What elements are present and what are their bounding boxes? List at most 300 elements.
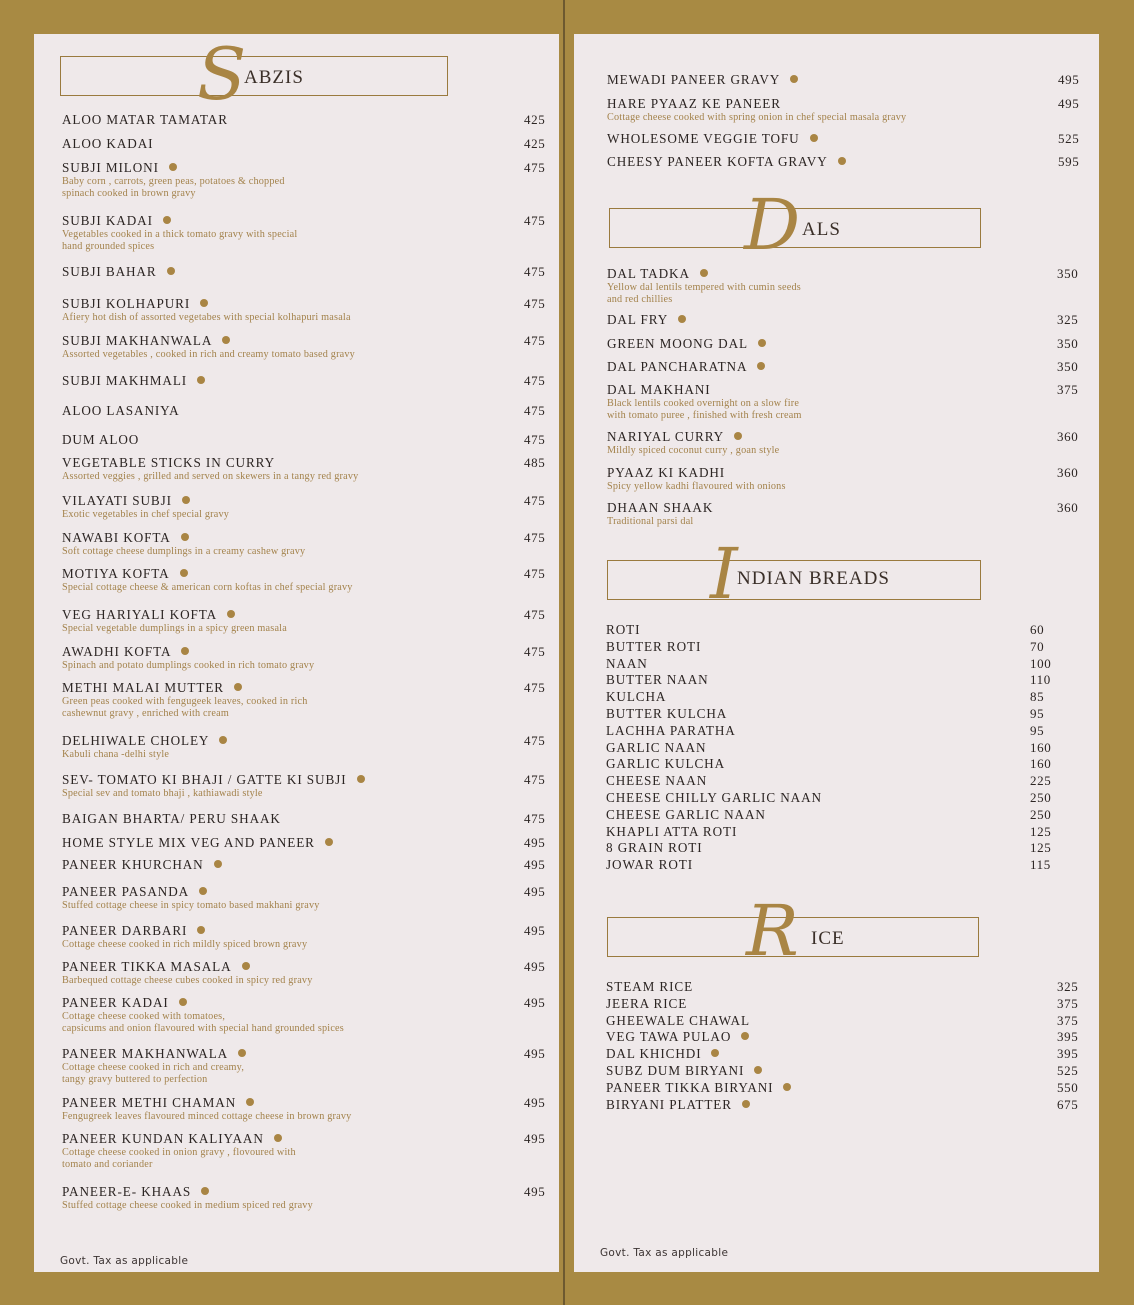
veg-dot-icon: [700, 269, 708, 277]
item-price: 475: [524, 213, 546, 228]
item-price: 475: [524, 644, 546, 659]
item-name: [62, 857, 222, 873]
item-name-text: SUBJI BAHAR: [62, 264, 157, 279]
item-name-text: GREEN MOONG DAL: [607, 336, 748, 351]
item-price: 475: [524, 733, 546, 748]
item-name-text: METHI MALAI MUTTER: [62, 680, 224, 695]
item-name: [62, 530, 305, 546]
item-price: 425: [524, 112, 546, 127]
item-name-text: SUBJI MAKHANWALA: [62, 333, 213, 348]
veg-dot-icon: [357, 775, 365, 783]
item-price: 475: [524, 607, 546, 622]
veg-dot-icon: [274, 1134, 282, 1142]
item-name: [62, 959, 313, 975]
menu-item: [607, 382, 802, 422]
item-name: [607, 312, 686, 328]
item-name-text: CHEESY PANEER KOFTA GRAVY: [607, 154, 828, 169]
item-name: [62, 333, 355, 349]
item-name-text: DUM ALOO: [62, 432, 140, 447]
menu-item: [607, 312, 686, 328]
item-price: 425: [524, 136, 546, 151]
menu-item: [607, 154, 846, 170]
item-name-text: HOME STYLE MIX VEG AND PANEER: [62, 835, 315, 850]
item-price: 375: [1057, 1012, 1079, 1028]
item-name: [62, 1131, 296, 1147]
veg-dot-icon: [711, 1049, 719, 1057]
veg-dot-icon: [179, 998, 187, 1006]
menu-item: [62, 373, 205, 389]
menu-item: [607, 72, 798, 88]
item-price: 475: [524, 264, 546, 279]
rice-header-initial: R: [746, 890, 797, 972]
item-name: [62, 1095, 351, 1111]
menu-item: [606, 807, 766, 823]
veg-dot-icon: [741, 1032, 749, 1040]
item-description: Cottage cheese cooked with spring onion in chef special masala gravy: [607, 112, 907, 123]
item-price: 475: [524, 160, 546, 175]
menu-item: [607, 266, 801, 306]
item-price: 495: [524, 835, 546, 850]
item-price: 350: [1057, 336, 1079, 351]
item-price: 475: [524, 296, 546, 311]
menu-item: [606, 723, 736, 739]
item-name-text: KULCHA: [606, 689, 667, 705]
item-price: 475: [524, 530, 546, 545]
item-price: 350: [1057, 266, 1079, 281]
menu-item: [606, 857, 693, 873]
menu-item: [62, 1131, 296, 1171]
item-price: 495: [524, 1046, 546, 1061]
veg-dot-icon: [758, 339, 766, 347]
item-name-text: SEV- TOMATO KI BHAJI / GATTE KI SUBJI: [62, 772, 347, 787]
item-description: Special cottage cheese & american corn koftas in chef special gravy: [62, 582, 353, 593]
item-name-text: VEGETABLE STICKS IN CURRY: [62, 455, 276, 470]
item-description: Fengugreek leaves flavoured minced cottage cheese in brown gravy: [62, 1111, 352, 1122]
menu-item: [606, 1097, 750, 1113]
item-name-text: PANEER MAKHANWALA: [62, 1046, 229, 1061]
item-name-text: HARE PYAAZ KE PANEER: [607, 96, 781, 111]
veg-dot-icon: [227, 610, 235, 618]
item-name: [607, 500, 713, 516]
item-name: [62, 923, 307, 939]
veg-dot-icon: [200, 299, 208, 307]
menu-item: [606, 706, 727, 722]
veg-dot-icon: [201, 1187, 209, 1195]
veg-dot-icon: [238, 1049, 246, 1057]
item-name-text: CHEESE GARLIC NAAN: [606, 806, 766, 822]
veg-dot-icon: [783, 1083, 791, 1091]
item-name-text: GHEEWALE CHAWAL: [606, 1012, 750, 1028]
item-name: [607, 131, 818, 147]
item-name-text: ALOO KADAI: [62, 136, 154, 151]
item-name-text: DAL PANCHARATNA: [607, 359, 748, 374]
item-price: 100: [1030, 655, 1052, 671]
item-price: 495: [524, 923, 546, 938]
item-price: 375: [1057, 382, 1079, 397]
item-price: 495: [524, 959, 546, 974]
item-name-text: STEAM RICE: [606, 979, 694, 994]
menu-item: [62, 884, 320, 912]
item-price: 550: [1057, 1079, 1079, 1095]
item-price: 160: [1030, 739, 1052, 755]
item-name-text: BUTTER NAAN: [606, 672, 709, 688]
menu-item: [606, 740, 706, 756]
item-name-text: PANEER DARBARI: [62, 923, 188, 938]
veg-dot-icon: [214, 860, 222, 868]
item-name: [62, 1046, 246, 1062]
item-name-text: BIRYANI PLATTER: [606, 1096, 732, 1112]
menu-item: [62, 1046, 246, 1086]
item-name-text: PANEER TIKKA BIRYANI: [606, 1079, 774, 1095]
dals-header-title: ALS: [802, 219, 841, 240]
menu-item: [607, 131, 818, 147]
item-name: [607, 465, 786, 481]
item-price: 115: [1030, 857, 1051, 873]
item-name-text: PYAAZ KI KADHI: [607, 465, 726, 480]
item-name: [607, 359, 765, 375]
menu-item: [62, 1184, 313, 1212]
item-name-text: 8 GRAIN ROTI: [606, 840, 703, 856]
item-price: 375: [1057, 995, 1079, 1011]
item-name: [62, 680, 308, 696]
menu-item: [606, 790, 822, 806]
item-price: 475: [524, 680, 546, 695]
item-name-text: PANEER TIKKA MASALA: [62, 959, 232, 974]
menu-item: [62, 455, 358, 483]
menu-item: [606, 639, 701, 655]
menu-item: [607, 359, 765, 375]
menu-item: [606, 1013, 750, 1029]
item-description: Special sev and tomato bhaji , kathiawadi style: [62, 788, 263, 799]
item-name-text: CHEESE CHILLY GARLIC NAAN: [606, 790, 822, 805]
item-name: [62, 607, 287, 623]
item-name-text: LACHHA PARATHA: [606, 722, 736, 738]
item-name-text: DAL TADKA: [607, 266, 690, 281]
item-price: 675: [1057, 1096, 1079, 1112]
veg-dot-icon: [197, 926, 205, 934]
item-name-text: SUBZ DUM BIRYANI: [606, 1063, 745, 1078]
menu-item: [62, 530, 305, 558]
item-price: 395: [1057, 1029, 1079, 1045]
veg-dot-icon: [167, 267, 175, 275]
menu-item: [606, 622, 640, 638]
item-price: 110: [1030, 672, 1051, 688]
item-description: Stuffed cottage cheese in spicy tomato based makhani gravy: [62, 900, 320, 911]
tax-note: Govt. Tax as applicable: [600, 1247, 729, 1259]
item-description: Spinach and potato dumplings cooked in rich tomato gravy: [62, 660, 315, 671]
breads-header-initial: I: [710, 533, 736, 615]
breads-header-title: NDIAN BREADS: [737, 568, 890, 589]
item-description: Cottage cheese cooked in onion gravy , flovoured with tomato and coriander: [62, 1147, 296, 1170]
menu-item: [62, 995, 344, 1035]
item-price: 250: [1030, 790, 1052, 805]
item-name: [62, 264, 175, 280]
menu-page-left: [34, 34, 559, 1272]
item-price: 70: [1030, 638, 1045, 654]
item-name: [62, 772, 365, 788]
veg-dot-icon: [197, 376, 205, 384]
item-description: Assorted vegetables , cooked in rich and creamy tomato based gravy: [62, 349, 355, 360]
item-name-text: PANEER PASANDA: [62, 884, 190, 899]
menu-item: [607, 96, 906, 124]
veg-dot-icon: [163, 216, 171, 224]
veg-dot-icon: [246, 1098, 254, 1106]
item-name: [62, 811, 281, 827]
item-name-text: PANEER-E- KHAAS: [62, 1184, 192, 1199]
item-name: [62, 1184, 313, 1200]
item-name: [62, 136, 153, 152]
item-price: 475: [524, 772, 546, 787]
item-description: Special vegetable dumplings in a spicy green masala: [62, 623, 287, 634]
item-name-text: VEG TAWA PULAO: [606, 1029, 732, 1045]
item-description: Soft cottage cheese dumplings in a creamy cashew gravy: [62, 546, 306, 557]
menu-page-right: [574, 34, 1099, 1272]
item-name: [62, 644, 314, 660]
item-description: Cottage cheese cooked in rich mildly spiced brown gravy: [62, 939, 308, 950]
item-price: 495: [524, 995, 546, 1010]
menu-item: [606, 756, 725, 772]
veg-dot-icon: [199, 887, 207, 895]
item-price: 495: [524, 884, 546, 899]
item-description: Yellow dal lentils tempered with cumin seeds and red chillies: [607, 282, 801, 305]
item-name: [607, 72, 798, 88]
item-name-text: SUBJI MAKHMALI: [62, 373, 188, 388]
veg-dot-icon: [181, 533, 189, 541]
veg-dot-icon: [838, 157, 846, 165]
menu-item: [62, 213, 297, 253]
item-name-text: NAAN: [606, 655, 648, 671]
item-description: Barbequed cottage cheese cubes cooked in spicy red gravy: [62, 975, 313, 986]
veg-dot-icon: [169, 163, 177, 171]
menu-item: [62, 733, 227, 761]
item-description: Assorted veggies , grilled and served on skewers in a tangy red gravy: [62, 471, 359, 482]
menu-item: [62, 607, 287, 635]
item-name: [62, 835, 333, 851]
item-name-text: DAL FRY: [607, 312, 669, 327]
menu-item: [62, 680, 308, 720]
item-name: [62, 373, 205, 389]
item-price: 475: [524, 493, 546, 508]
item-description: Afiery hot dish of assorted vegetabes with special kolhapuri masala: [62, 312, 351, 323]
menu-item: [62, 772, 365, 800]
item-price: 495: [1058, 72, 1080, 87]
item-name-text: CHEESE NAAN: [606, 773, 708, 789]
item-name-text: ALOO MATAR TAMATAR: [62, 112, 228, 127]
item-name-text: NAWABI KOFTA: [62, 530, 171, 545]
item-name-text: VILAYATI SUBJI: [62, 493, 172, 508]
menu-item: [62, 333, 355, 361]
item-name-text: SUBJI KOLHAPURI: [62, 296, 191, 311]
item-name-text: DAL MAKHANI: [607, 382, 711, 397]
item-price: 85: [1030, 689, 1045, 705]
menu-item: [62, 811, 281, 827]
veg-dot-icon: [742, 1100, 750, 1108]
item-description: Vegetables cooked in a thick tomato gravy with special hand grounded spices: [62, 229, 298, 252]
item-price: 495: [524, 1131, 546, 1146]
item-price: 475: [524, 811, 546, 826]
veg-dot-icon: [325, 838, 333, 846]
item-price: 475: [524, 432, 546, 447]
item-name-text: DELHIWALE CHOLEY: [62, 733, 210, 748]
tax-note: Govt. Tax as applicable: [60, 1255, 189, 1267]
menu-item: [606, 979, 693, 995]
item-name: [62, 493, 229, 509]
item-name: [62, 112, 228, 128]
veg-dot-icon: [182, 496, 190, 504]
item-name-text: MOTIYA KOFTA: [62, 566, 170, 581]
item-price: 475: [524, 373, 546, 388]
item-name: [607, 96, 906, 112]
item-name-text: VEG HARIYALI KOFTA: [62, 607, 218, 622]
menu-item: [62, 264, 175, 280]
item-description: Mildly spiced coconut curry , goan style: [607, 445, 780, 456]
item-name-text: ROTI: [606, 622, 641, 637]
item-name: [607, 266, 801, 282]
item-name: [62, 455, 358, 471]
menu-item: [62, 959, 313, 987]
sabzis-header-initial: S: [197, 32, 245, 116]
menu-item: [606, 656, 648, 672]
menu-item: [62, 136, 153, 152]
item-name-text: SUBJI MILONI: [62, 160, 159, 175]
item-description: Exotic vegetables in chef special gravy: [62, 509, 230, 520]
menu-item: [62, 112, 228, 128]
item-description: Spicy yellow kadhi flavoured with onions: [607, 481, 786, 492]
item-price: 360: [1057, 465, 1079, 480]
item-name-text: GARLIC NAAN: [606, 739, 707, 755]
item-price: 95: [1030, 706, 1045, 721]
item-name: [607, 154, 846, 170]
menu-item: [606, 1029, 749, 1045]
menu-item: [607, 465, 786, 493]
menu-item: [607, 429, 779, 457]
item-description: Traditional parsi dal: [607, 516, 694, 527]
item-name: [62, 296, 351, 312]
item-price: 475: [524, 403, 546, 418]
item-name-text: PANEER METHI CHAMAN: [62, 1095, 237, 1110]
item-price: 525: [1058, 131, 1080, 146]
menu-item: [606, 1080, 791, 1096]
item-name-text: DAL KHICHDI: [606, 1046, 702, 1062]
veg-dot-icon: [181, 647, 189, 655]
item-price: 395: [1057, 1046, 1079, 1062]
menu-item: [62, 835, 333, 851]
menu-item: [606, 1063, 762, 1079]
item-price: 495: [524, 1095, 546, 1110]
menu-item: [62, 493, 229, 521]
item-name-text: JOWAR ROTI: [606, 857, 694, 873]
veg-dot-icon: [810, 134, 818, 142]
item-price: 360: [1057, 500, 1079, 515]
item-price: 125: [1030, 823, 1052, 839]
item-description: Stuffed cottage cheese cooked in medium spiced red gravy: [62, 1200, 313, 1211]
item-price: 350: [1057, 359, 1079, 374]
item-price: 495: [1058, 96, 1080, 111]
item-name-text: WHOLESOME VEGGIE TOFU: [607, 131, 800, 146]
item-name-text: BUTTER KULCHA: [606, 706, 728, 721]
menu-item: [606, 996, 687, 1012]
item-price: 95: [1030, 722, 1045, 738]
item-description: Cottage cheese cooked in rich and creamy, tangy gravy buttered to perfection: [62, 1062, 245, 1085]
item-price: 595: [1058, 154, 1080, 169]
item-price: 60: [1030, 622, 1045, 637]
menu-item: [606, 840, 703, 856]
menu-item: [62, 1095, 351, 1123]
item-name-text: BUTTER ROTI: [606, 638, 702, 654]
item-name: [62, 160, 285, 176]
menu-item: [606, 672, 709, 688]
item-name-text: MEWADI PANEER GRAVY: [607, 72, 781, 87]
item-description: Green peas cooked with fengugeek leaves, cooked in rich cashewnut gravy , enriched with cream: [62, 696, 308, 719]
item-name-text: DHAAN SHAAK: [607, 500, 714, 515]
item-price: 360: [1057, 429, 1079, 444]
menu-item: [62, 160, 285, 200]
item-price: 250: [1030, 806, 1052, 822]
menu-item: [62, 644, 314, 672]
veg-dot-icon: [222, 336, 230, 344]
center-fold: [563, 0, 565, 1305]
veg-dot-icon: [790, 75, 798, 83]
item-description: Cottage cheese cooked with tomatoes, capsicums and onion flavoured with special hand grounded spices: [62, 1011, 344, 1034]
item-name: [62, 995, 344, 1011]
item-price: 495: [524, 1184, 546, 1199]
item-price: 325: [1057, 312, 1079, 327]
menu-item: [606, 824, 737, 840]
item-price: 225: [1030, 773, 1052, 789]
item-name: [607, 336, 766, 352]
item-name-text: PANEER KADAI: [62, 995, 169, 1010]
item-name-text: NARIYAL CURRY: [607, 429, 725, 444]
item-name: [62, 566, 353, 582]
veg-dot-icon: [734, 432, 742, 440]
veg-dot-icon: [234, 683, 242, 691]
menu-item: [62, 432, 139, 448]
item-name: [62, 884, 320, 900]
item-name-text: SUBJI KADAI: [62, 213, 153, 228]
item-description: Kabuli chana -delhi style: [62, 749, 170, 760]
item-price: 325: [1057, 979, 1079, 994]
menu-item: [62, 296, 351, 324]
item-description: Black lentils cooked overnight on a slow fire with tomato puree , finished with fresh cream: [607, 398, 802, 421]
veg-dot-icon: [754, 1066, 762, 1074]
veg-dot-icon: [242, 962, 250, 970]
item-price: 475: [524, 333, 546, 348]
menu-item: [607, 336, 766, 352]
item-price: 475: [524, 566, 546, 581]
item-name: [607, 382, 802, 398]
item-name-text: KHAPLI ATTA ROTI: [606, 823, 738, 839]
item-name-text: JEERA RICE: [606, 995, 688, 1011]
rice-header-title: ICE: [811, 928, 845, 949]
veg-dot-icon: [180, 569, 188, 577]
menu-item: [606, 689, 666, 705]
veg-dot-icon: [757, 362, 765, 370]
item-name-text: BAIGAN BHARTA/ PERU SHAAK: [62, 811, 281, 826]
item-name: [607, 429, 779, 445]
dals-header-initial: D: [744, 184, 799, 266]
item-name: [62, 432, 139, 448]
item-name-text: PANEER KUNDAN KALIYAAN: [62, 1131, 264, 1146]
menu-item: [62, 923, 307, 951]
veg-dot-icon: [219, 736, 227, 744]
item-name-text: PANEER KHURCHAN: [62, 857, 204, 872]
item-price: 125: [1030, 840, 1052, 856]
item-price: 485: [524, 455, 546, 470]
menu-item: [607, 500, 713, 528]
item-name: [62, 403, 180, 419]
menu-item: [606, 1046, 719, 1062]
item-price: 160: [1030, 756, 1052, 772]
